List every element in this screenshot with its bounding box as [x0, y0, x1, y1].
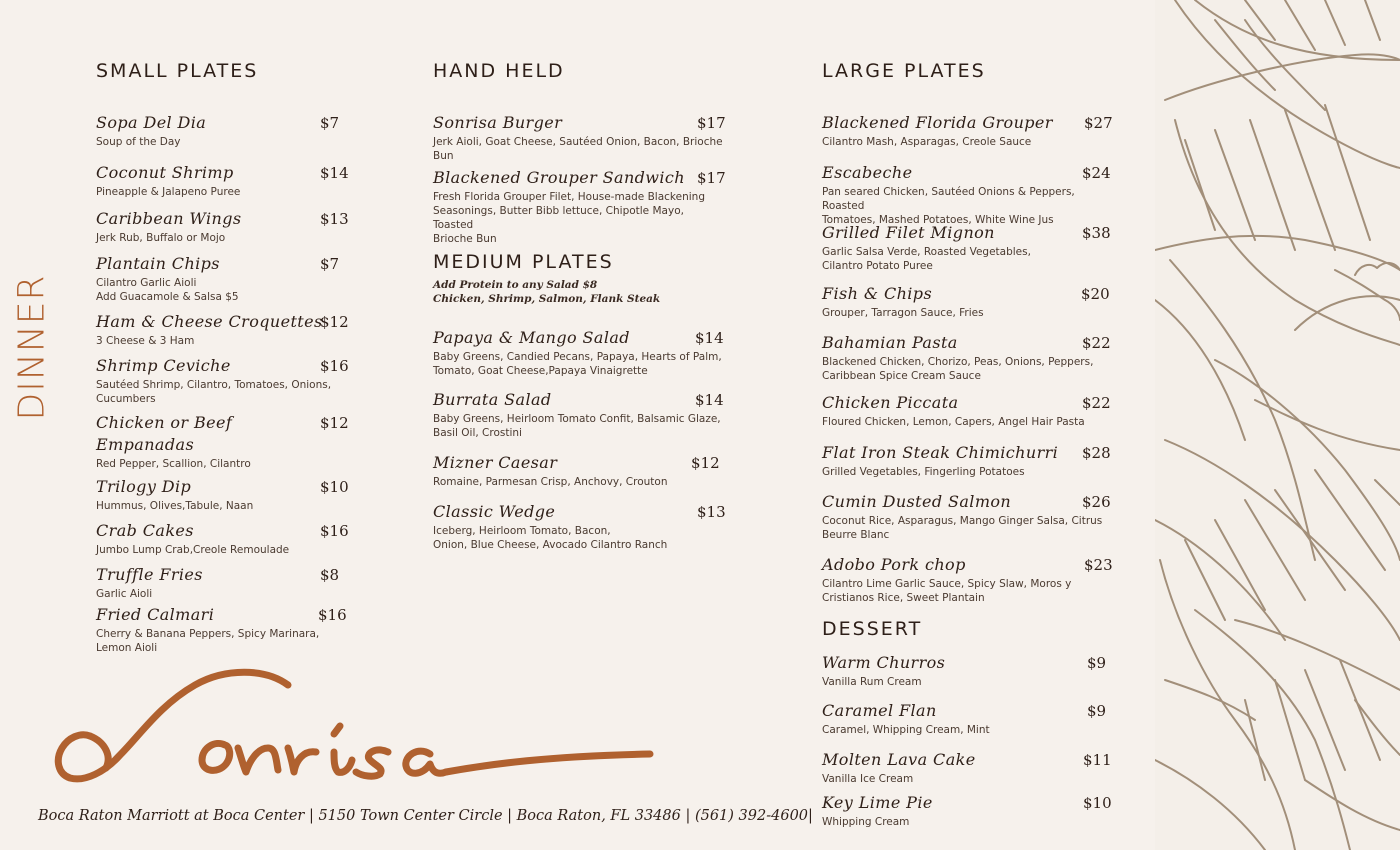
menu-item — [822, 491, 1117, 542]
item-description: Cilantro Garlic Aioli Add Guacamole & Salsa $5 — [96, 277, 239, 303]
item-price: $22 — [1082, 334, 1111, 352]
item-price: $16 — [318, 606, 347, 624]
item-price: $22 — [1082, 394, 1111, 412]
menu-item — [96, 162, 349, 199]
item-price: $23 — [1084, 556, 1113, 574]
item-name: Escabeche — [822, 163, 913, 182]
menu-item — [433, 452, 723, 489]
item-price: $12 — [320, 313, 349, 331]
item-description: Jumbo Lump Crab,Creole Remoulade — [96, 544, 290, 556]
menu-item — [96, 520, 349, 557]
item-description: Vanilla Ice Cream — [822, 773, 914, 785]
item-name: Chicken or Beef Empanadas — [96, 413, 233, 454]
item-name: Trilogy Dip — [96, 477, 192, 496]
item-price: $8 — [320, 566, 340, 584]
item-name: Blackened Grouper Sandwich — [433, 168, 685, 187]
item-description: Iceberg, Heirloom Tomato, Bacon, Onion, Blue Cheese, Avocado Cilantro Ranch — [433, 525, 668, 551]
footer-address: Boca Raton Marriott at Boca Center | 5150 Town Center Circle | Boca Raton, FL 33486 | (561) 392-4600| — [38, 808, 813, 824]
item-name: Molten Lava Cake — [822, 750, 976, 769]
item-price: $20 — [1081, 285, 1110, 303]
item-name: Crab Cakes — [96, 521, 194, 540]
item-name: Classic Wedge — [433, 502, 556, 521]
item-description: Pineapple & Jalapeno Puree — [96, 186, 241, 198]
item-price: $9 — [1087, 702, 1107, 720]
item-name: Truffle Fries — [96, 565, 203, 584]
item-description: Cilantro Mash, Asparagas, Creole Sauce — [822, 136, 1032, 148]
item-price: $17 — [697, 169, 726, 187]
item-name: Shrimp Ceviche — [96, 356, 231, 375]
item-description: Whipping Cream — [822, 816, 910, 828]
item-name: Mizner Caesar — [433, 453, 558, 472]
menu-item — [96, 253, 346, 304]
item-description: Garlic Salsa Verde, Roasted Vegetables, Cilantro Potato Puree — [822, 246, 1031, 272]
item-name: Cumin Dusted Salmon — [822, 492, 1012, 511]
item-description: Garlic Aioli — [96, 588, 153, 600]
item-name: Ham & Cheese Croquettes — [96, 312, 323, 331]
item-name: Key Lime Pie — [822, 793, 933, 812]
item-description: Fresh Florida Grouper Filet, House-made Blackening Seasonings, Butter Bibb lettuce, Chipotle Mayo, Toasted Brioche Bun — [433, 191, 705, 245]
item-name: Sonrisa Burger — [433, 113, 563, 132]
menu-item — [822, 332, 1117, 383]
item-price: $7 — [320, 114, 340, 132]
sonrisa-script-logo — [50, 660, 670, 795]
item-description: Grilled Vegetables, Fingerling Potatoes — [822, 466, 1025, 478]
botanical-leaf-illustration — [1155, 0, 1400, 850]
item-description: Romaine, Parmesan Crisp, Anchovy, Crouton — [433, 476, 668, 488]
item-price: $16 — [320, 357, 349, 375]
menu-item — [822, 749, 1117, 786]
item-price: $7 — [320, 255, 340, 273]
item-name: Warm Churros — [822, 653, 946, 672]
item-price: $14 — [695, 329, 724, 347]
item-name: Grilled Filet Mignon — [822, 223, 995, 242]
item-description: Grouper, Tarragon Sauce, Fries — [822, 307, 984, 319]
item-price: $10 — [1083, 794, 1112, 812]
item-price: $17 — [697, 114, 726, 132]
menu-item — [96, 412, 349, 471]
item-name: Blackened Florida Grouper — [822, 113, 1053, 132]
item-name: Fish & Chips — [822, 284, 933, 303]
item-description: Floured Chicken, Lemon, Capers, Angel Hair Pasta — [822, 416, 1085, 428]
item-price: $26 — [1082, 493, 1111, 511]
menu-item — [822, 112, 1117, 149]
item-price: $38 — [1082, 224, 1111, 242]
item-description: Blackened Chicken, Chorizo, Peas, Onions, Peppers, Caribbean Spice Cream Sauce — [822, 356, 1094, 382]
menu-item — [433, 389, 723, 440]
item-description: Baby Greens, Candied Pecans, Papaya, Hearts of Palm, Tomato, Goat Cheese,Papaya Vinaigrette — [433, 351, 722, 377]
menu-item — [822, 392, 1117, 429]
item-description: Hummus, Olives,Tabule, Naan — [96, 500, 254, 512]
item-description: Baby Greens, Heirloom Tomato Confit, Balsamic Glaze, Basil Oil, Crostini — [433, 413, 721, 439]
item-price: $14 — [695, 391, 724, 409]
menu-item — [96, 355, 349, 406]
dinner-vertical-label — [6, 262, 58, 432]
dinner-label-text: DINNER — [11, 274, 53, 420]
item-price: $24 — [1082, 164, 1111, 182]
item-name: Flat Iron Steak Chimichurri — [822, 443, 1059, 462]
item-name: Burrata Salad — [433, 390, 552, 409]
menu-item — [96, 564, 346, 601]
item-name: Bahamian Pasta — [822, 333, 958, 352]
item-description: Jerk Rub, Buffalo or Mojo — [96, 232, 226, 244]
item-price: $12 — [691, 454, 720, 472]
item-name: Chicken Piccata — [822, 393, 959, 412]
item-description: Jerk Aioli, Goat Cheese, Sautéed Onion, Bacon, Brioche Bun — [433, 136, 723, 162]
item-name: Fried Calmari — [96, 605, 215, 624]
menu-item — [433, 501, 726, 552]
menu-item — [822, 162, 1117, 227]
menu-item — [822, 283, 1117, 320]
item-description: Pan seared Chicken, Sautéed Onions & Peppers, Roasted Tomatoes, Mashed Potatoes, White Wine Jus — [822, 186, 1075, 226]
menu-item — [433, 327, 723, 378]
item-description: Vanilla Rum Cream — [822, 676, 922, 688]
menu-item — [822, 442, 1117, 479]
hand-held-title: HAND HELD — [433, 60, 565, 82]
item-price: $13 — [320, 210, 349, 228]
item-price: $16 — [320, 522, 349, 540]
item-price: $27 — [1084, 114, 1113, 132]
item-name: Sopa Del Dia — [96, 113, 207, 132]
item-name: Caramel Flan — [822, 701, 937, 720]
menu-item — [822, 652, 1117, 689]
menu-item — [822, 222, 1117, 273]
item-description: 3 Cheese & 3 Ham — [96, 335, 195, 347]
menu-item — [822, 700, 1117, 737]
salad-protein-note: Add Protein to any Salad $8 Chicken, Shrimp, Salmon, Flank Steak — [433, 279, 661, 305]
item-description: Cilantro Lime Garlic Sauce, Spicy Slaw, Moros y Cristianos Rice, Sweet Plantain — [822, 578, 1072, 604]
menu-item — [96, 311, 349, 348]
dessert-title: DESSERT — [822, 618, 923, 640]
item-price: $13 — [697, 503, 726, 521]
hand-held-medium-column — [433, 0, 733, 600]
menu-item — [433, 167, 726, 246]
item-price: $11 — [1083, 751, 1112, 769]
item-price: $10 — [320, 478, 349, 496]
medium-plates-title: MEDIUM PLATES — [433, 251, 614, 273]
item-price: $28 — [1082, 444, 1111, 462]
menu-item — [822, 554, 1117, 605]
item-description: Coconut Rice, Asparagus, Mango Ginger Salsa, Citrus Beurre Blanc — [822, 515, 1103, 541]
menu-item — [96, 112, 346, 149]
small-plates-title: SMALL PLATES — [96, 60, 259, 82]
menu-item — [433, 112, 726, 163]
item-description: Soup of the Day — [96, 136, 181, 148]
menu-item — [96, 208, 349, 245]
item-description: Caramel, Whipping Cream, Mint — [822, 724, 990, 736]
large-plates-title: LARGE PLATES — [822, 60, 986, 82]
menu-item — [822, 792, 1117, 829]
item-name: Plantain Chips — [96, 254, 220, 273]
item-price: $9 — [1087, 654, 1107, 672]
item-description: Red Pepper, Scallion, Cilantro — [96, 458, 251, 470]
large-plates-dessert-column — [822, 0, 1122, 840]
item-name: Coconut Shrimp — [96, 163, 234, 182]
item-name: Adobo Pork chop — [822, 555, 966, 574]
menu-item — [96, 476, 349, 513]
item-description: Sautéed Shrimp, Cilantro, Tomatoes, Onions, Cucumbers — [96, 379, 332, 405]
small-plates-column — [96, 0, 356, 660]
item-name: Caribbean Wings — [96, 209, 242, 228]
item-description: Cherry & Banana Peppers, Spicy Marinara, Lemon Aioli — [96, 628, 320, 654]
item-price: $14 — [320, 164, 349, 182]
menu-item — [96, 604, 346, 655]
item-name: Papaya & Mango Salad — [433, 328, 630, 347]
item-price: $12 — [320, 414, 349, 432]
